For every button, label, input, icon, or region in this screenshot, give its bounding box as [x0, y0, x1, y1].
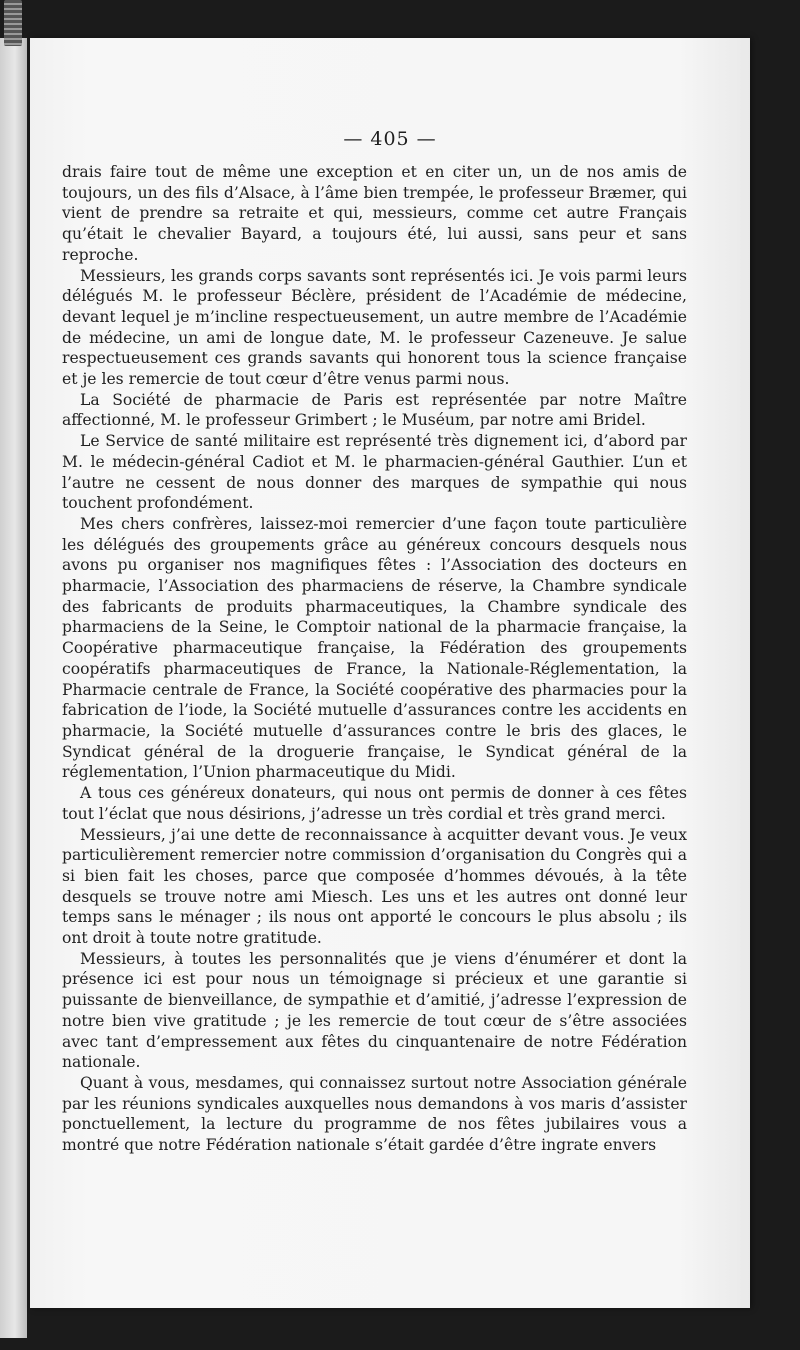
paragraph-2: Messieurs, les grands corps savants sont représentés ici. Je vois parmi leurs délégués M. le professeur Béclère, président de l’Académie de médecine, devant lequel je m’incline respectueusement, un autre membre de l’Académie de médecine, un ami de longue date, M. le professeur Cazeneuve. Je salue respectueusement ces grands savants qui honorent tous la science française et je les remercie de tout cœur d’être venus parmi nous. [62, 266, 687, 389]
binding-clip [4, 0, 22, 46]
page-number: — 405 — [343, 128, 437, 150]
paragraph-7: Messieurs, j’ai une dette de reconnaissance à acquitter devant vous. Je veux particulièrement remercier notre commission d’organisation du Congrès qui a si bien fait les choses, parce que composée d’hommes dévoués, à la tête desquels se trouve notre ami Miesch. Les uns et les autres ont donné leur temps sans le ménager ; ils nous ont apporté le concours le plus absolu ; ils ont droit à toute notre gratitude. [62, 825, 687, 948]
paragraph-4: Le Service de santé militaire est représenté très dignement ici, d’abord par M. le médecin-général Cadiot et M. le pharmacien-général Gauthier. L’un et l’autre ne cessent de nous donner des marques de sympathie qui nous touchent profondément. [62, 432, 687, 513]
body-text [62, 162, 687, 1156]
paragraph-9: Quant à vous, mesdames, qui connaissez surtout notre Association générale par les réunions syndicales auxquelles nous demandons à vos maris d’assister ponctuellement, la lecture du programme de nos fêtes jubilaires vous a montré que notre Fédération nationale s’était gardée d’être ingrate envers [62, 1073, 687, 1155]
paragraph-6: A tous ces généreux donateurs, qui nous ont permis de donner à ces fêtes tout l’éclat que nous désirions, j’adresse un très cordial et très grand merci. [62, 784, 687, 823]
document-page [30, 38, 750, 1308]
paragraph-1: drais faire tout de même une exception et en citer un, un de nos amis de toujours, un des fils d’Alsace, à l’âme bien trempée, le professeur Bræmer, qui vient de prendre sa retraite et qui, messieurs, comme cet autre Français qu’était le chevalier Bayard, a toujours été, lui aussi, sans peur et sans reproche. [62, 163, 687, 264]
paragraph-8: Messieurs, à toutes les personnalités que je viens d’énumérer et dont la présence ici est pour nous un témoignage si précieux et une garantie si puissante de bienveillance, de sympathie et d’amitié, j’adresse l’expression de notre bien vive gratitude ; je les remercie de tout cœur de s’être associées avec tant d’empressement aux fêtes du cinquantenaire de notre Fédération nationale. [62, 949, 687, 1072]
paragraph-5: Mes chers confrères, laissez-moi remercier d’une façon toute particulière les délégués des groupements grâce au généreux concours desquels nous avons pu organiser nos magnifiques fêtes : l’Association des docteurs en pharmacie, l’Association des pharmaciens de réserve, la Chambre syndicale des fabricants de produits pharmaceutiques, la Chambre syndicale des pharmaciens de la Seine, le Comptoir national de la pharmacie française, la Coopérative pharmaceutique française, la Fédération des groupements coopératifs pharmaceutiques de France, la Nationale-Réglementation, la Pharmacie centrale de France, la Société coopérative des pharmacies pour la fabrication de l’iode, la Société mutuelle d’assurances contre les accidents en pharmacie, la Société mutuelle d’assurances contre le bris des glaces, le Syndicat général de la droguerie française, le Syndicat général de la réglementation, l’Union pharmaceutique du Midi. [62, 514, 687, 782]
paragraph-3: La Société de pharmacie de Paris est représentée par notre Maître affectionné, M. le professeur Grimbert ; le Muséum, par notre ami Bridel. [62, 390, 687, 430]
adjacent-page-edge [0, 38, 27, 1338]
